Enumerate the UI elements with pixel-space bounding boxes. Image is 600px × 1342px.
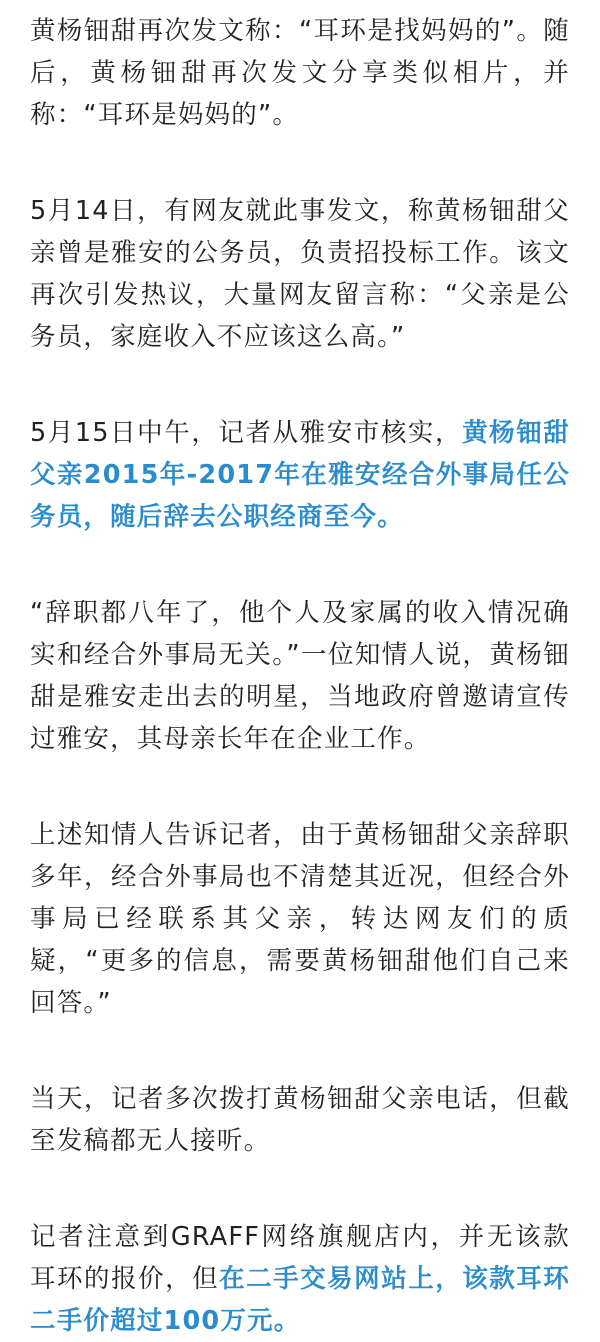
paragraph-3: [30, 412, 570, 538]
paragraph-7-text: 记者注意到GRAFF网络旗舰店内，并无该款耳环的报价，但: [30, 1222, 570, 1294]
paragraph-5: [30, 814, 570, 1024]
paragraph-3-text: 5月15日中午，记者从雅安市核实，: [30, 418, 463, 448]
paragraph-6-text: 当天，记者多次拨打黄杨钿甜父亲电话，但截至发稿都无人接听。: [30, 1084, 570, 1156]
paragraph-2-text: 5月14日，有网友就此事发文，称黄杨钿甜父亲曾是雅安的公务员，负责招投标工作。该文再次引发热议，大量网友留言称：“父亲是公务员，家庭收入不应该这么高。”: [30, 196, 570, 352]
paragraph-6: [30, 1078, 570, 1162]
paragraph-3-highlight: 黄杨钿甜父亲2015年-2017年在雅安经合外事局任公务员，随后辞去公职经商至今。: [30, 418, 570, 532]
paragraph-7: [30, 1216, 570, 1342]
paragraph-1-text: 黄杨钿甜再次发文称：“耳环是找妈妈的”。随后，黄杨钿甜再次发文分享类似相片，并称：“耳环是妈妈的”。: [30, 16, 570, 130]
paragraph-4-text: “辞职都八年了，他个人及家属的收入情况确实和经合外事局无关。”一位知情人说，黄杨钿甜是雅安走出去的明星，当地政府曾邀请宣传过雅安，其母亲长年在企业工作。: [30, 598, 570, 754]
paragraph-4: [30, 592, 570, 760]
paragraph-7-highlight: 在二手交易网站上，该款耳环二手价超过100万元。: [30, 1264, 570, 1336]
paragraph-5-text: 上述知情人告诉记者，由于黄杨钿甜父亲辞职多年，经合外事局也不清楚其近况，但经合外事局已经联系其父亲，转达网友们的质疑，“更多的信息，需要黄杨钿甜他们自己来回答。”: [30, 820, 570, 1018]
paragraph-2: [30, 190, 570, 358]
paragraph-1: [30, 10, 570, 136]
